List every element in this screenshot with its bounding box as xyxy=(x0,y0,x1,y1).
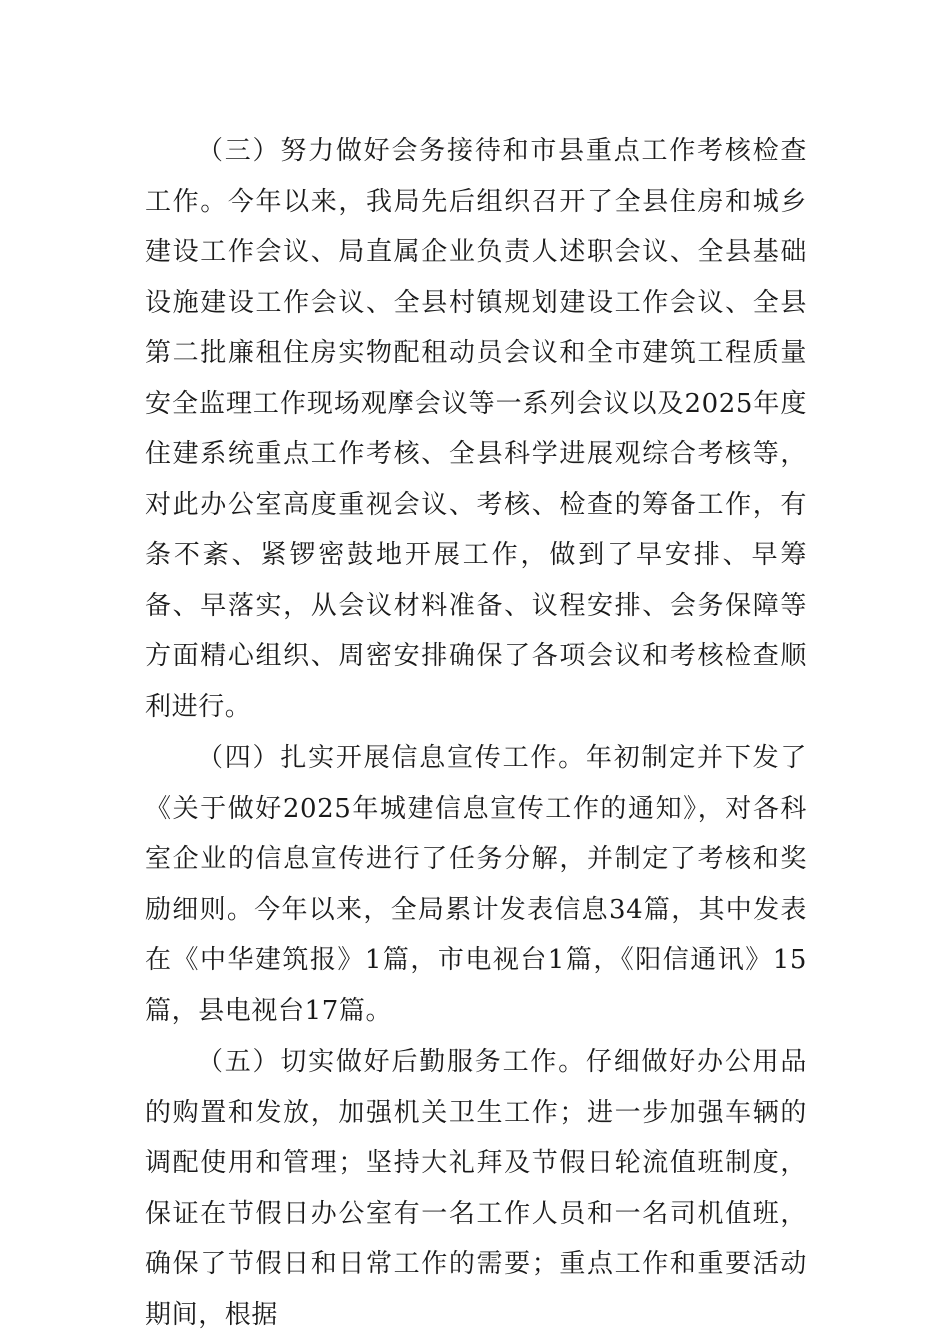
paragraph-section-5: （五）切实做好后勤服务工作。仔细做好办公用品的购置和发放，加强机关卫生工作；进一步加强车辆的调配使用和管理；坚持大礼拜及节假日轮流值班制度，保证在节假日办公室有一名工作人员和一名司机值班，确保了节假日和日常工作的需要；重点工作和重要活动期间，根据 xyxy=(145,1047,807,1330)
paragraph-section-3: （三）努力做好会务接待和市县重点工作考核检查工作。今年以来，我局先后组织召开了全县住房和城乡建设工作会议、局直属企业负责人述职会议、全县基础设施建设工作会议、全县村镇规划建设工作会议、全县第二批廉租住房实物配租动员会议和全市建筑工程质量安全监理工作现场观摩会议等一系列会议以及2025年度住建系统重点工作考核、全县科学进展观综合考核等，对此办公室高度重视会议、考核、检查的筹备工作，有条不紊、紧锣密鼓地开展工作，做到了早安排、早筹备、早落实，从会议材料准备、议程安排、会务保障等方面精心组织、周密安排确保了各项会议和考核检查顺利进行。 xyxy=(145,136,807,722)
document-body xyxy=(145,126,807,1340)
paragraph-section-4: （四）扎实开展信息宣传工作。年初制定并下发了《关于做好2025年城建信息宣传工作的通知》，对各科室企业的信息宣传进行了任务分解，并制定了考核和奖励细则。今年以来，全局累计发表信息34篇，其中发表在《中华建筑报》1篇，市电视台1篇，《阳信通讯》15篇，县电视台17篇。 xyxy=(145,743,807,1026)
